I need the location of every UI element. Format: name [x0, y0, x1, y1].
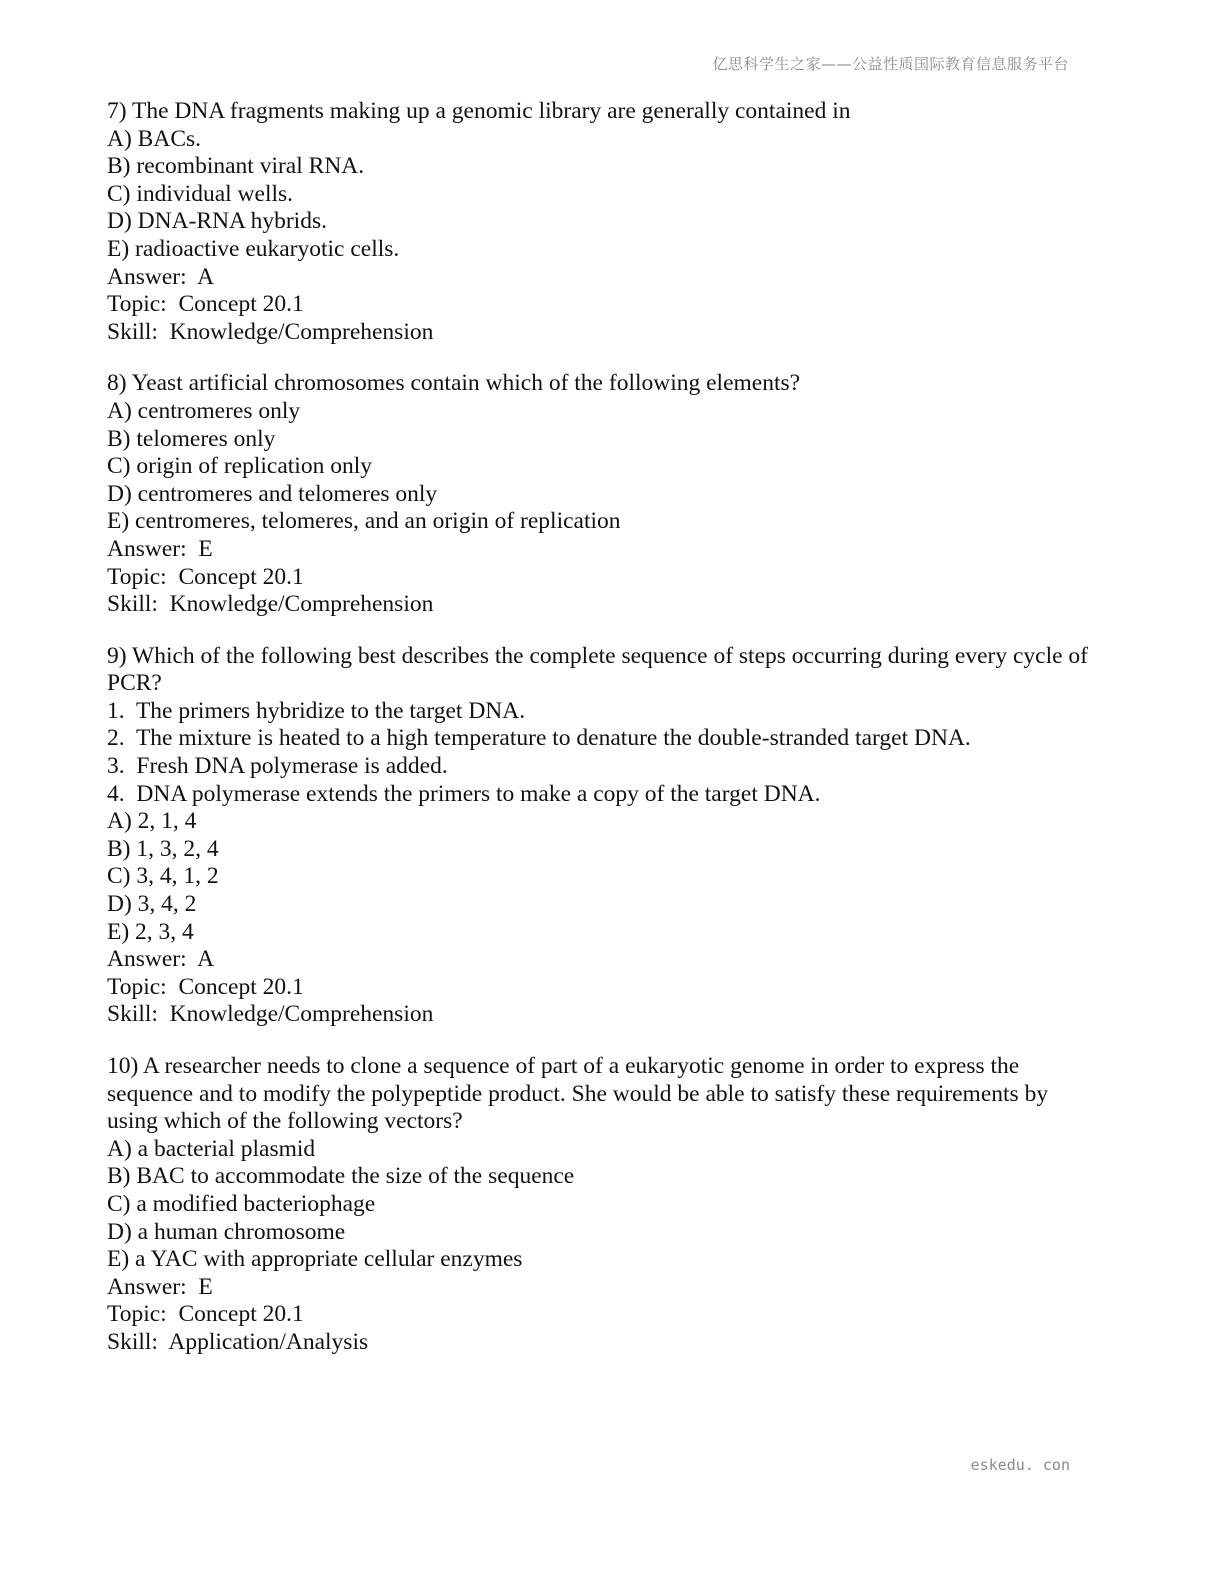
- choice-d: D) centromeres and telomeres only: [107, 480, 438, 507]
- choice-d: D) DNA-RNA hybrids.: [107, 208, 327, 235]
- choice-e: E) centromeres, telomeres, and an origin of replication: [107, 508, 621, 535]
- skill-line: Skill: Knowledge/Comprehension: [107, 591, 434, 618]
- header-watermark: 亿思科学生之家——公益性质国际教育信息服务平台: [712, 55, 1069, 73]
- choice-c: C) individual wells.: [107, 180, 294, 207]
- choice-a: A) 2, 1, 4: [107, 808, 197, 835]
- topic-line: Topic: Concept 20.1: [107, 291, 304, 318]
- question-text-continued: PCR?: [107, 670, 162, 697]
- question-text: 7) The DNA fragments making up a genomic library are generally contained in: [107, 98, 851, 124]
- step-4: 4. DNA polymerase extends the primers to make a copy of the target DNA.: [107, 780, 821, 807]
- choice-c: C) origin of replication only: [107, 453, 372, 480]
- step-3: 3. Fresh DNA polymerase is added.: [107, 753, 448, 780]
- question-text: 8) Yeast artificial chromosomes contain which of the following elements?: [107, 370, 801, 397]
- answer-line: Answer: E: [107, 1273, 213, 1300]
- choice-d: D) 3, 4, 2: [107, 891, 197, 918]
- choice-b: B) telomeres only: [107, 425, 276, 452]
- question-7: [107, 98, 1107, 346]
- topic-line: Topic: Concept 20.1: [107, 973, 304, 1000]
- choice-a: A) BACs.: [107, 125, 202, 152]
- footer-watermark: eskedu. con: [970, 1456, 1070, 1474]
- step-1: 1. The primers hybridize to the target DNA.: [107, 697, 526, 724]
- skill-line: Skill: Knowledge/Comprehension: [107, 318, 434, 345]
- question-text-continued: sequence and to modify the polypeptide product. She would be able to satisfy these requirements by: [107, 1080, 1049, 1107]
- question-8: [107, 370, 1107, 618]
- answer-line: Answer: A: [107, 946, 215, 973]
- choice-b: B) recombinant viral RNA.: [107, 153, 365, 180]
- choice-e: E) 2, 3, 4: [107, 918, 194, 945]
- question-text: 10) A researcher needs to clone a sequence of part of a eukaryotic genome in order to express the: [107, 1053, 1020, 1079]
- choice-b: B) 1, 3, 2, 4: [107, 835, 219, 862]
- skill-line: Skill: Application/Analysis: [107, 1328, 369, 1355]
- skill-line: Skill: Knowledge/Comprehension: [107, 1001, 434, 1028]
- choice-e: E) radioactive eukaryotic cells.: [107, 235, 400, 262]
- choice-a: A) centromeres only: [107, 397, 301, 424]
- choice-c: C) a modified bacteriophage: [107, 1190, 376, 1217]
- choice-c: C) 3, 4, 1, 2: [107, 863, 219, 890]
- answer-line: Answer: A: [107, 263, 215, 290]
- question-text: 9) Which of the following best describes the complete sequence of steps occurring during every cycle of: [107, 642, 1089, 669]
- document-body: [107, 98, 1107, 1381]
- step-2: 2. The mixture is heated to a high temperature to denature the double-stranded target DNA.: [107, 725, 971, 752]
- topic-line: Topic: Concept 20.1: [107, 563, 304, 590]
- answer-line: Answer: E: [107, 535, 213, 562]
- choice-a: A) a bacterial plasmid: [107, 1135, 316, 1162]
- question-10: [107, 1053, 1107, 1357]
- choice-d: D) a human chromosome: [107, 1218, 346, 1245]
- question-text-continued: using which of the following vectors?: [107, 1108, 463, 1135]
- question-9: [107, 643, 1107, 1029]
- choice-b: B) BAC to accommodate the size of the sequence: [107, 1163, 575, 1190]
- choice-e: E) a YAC with appropriate cellular enzymes: [107, 1246, 523, 1273]
- topic-line: Topic: Concept 20.1: [107, 1301, 304, 1328]
